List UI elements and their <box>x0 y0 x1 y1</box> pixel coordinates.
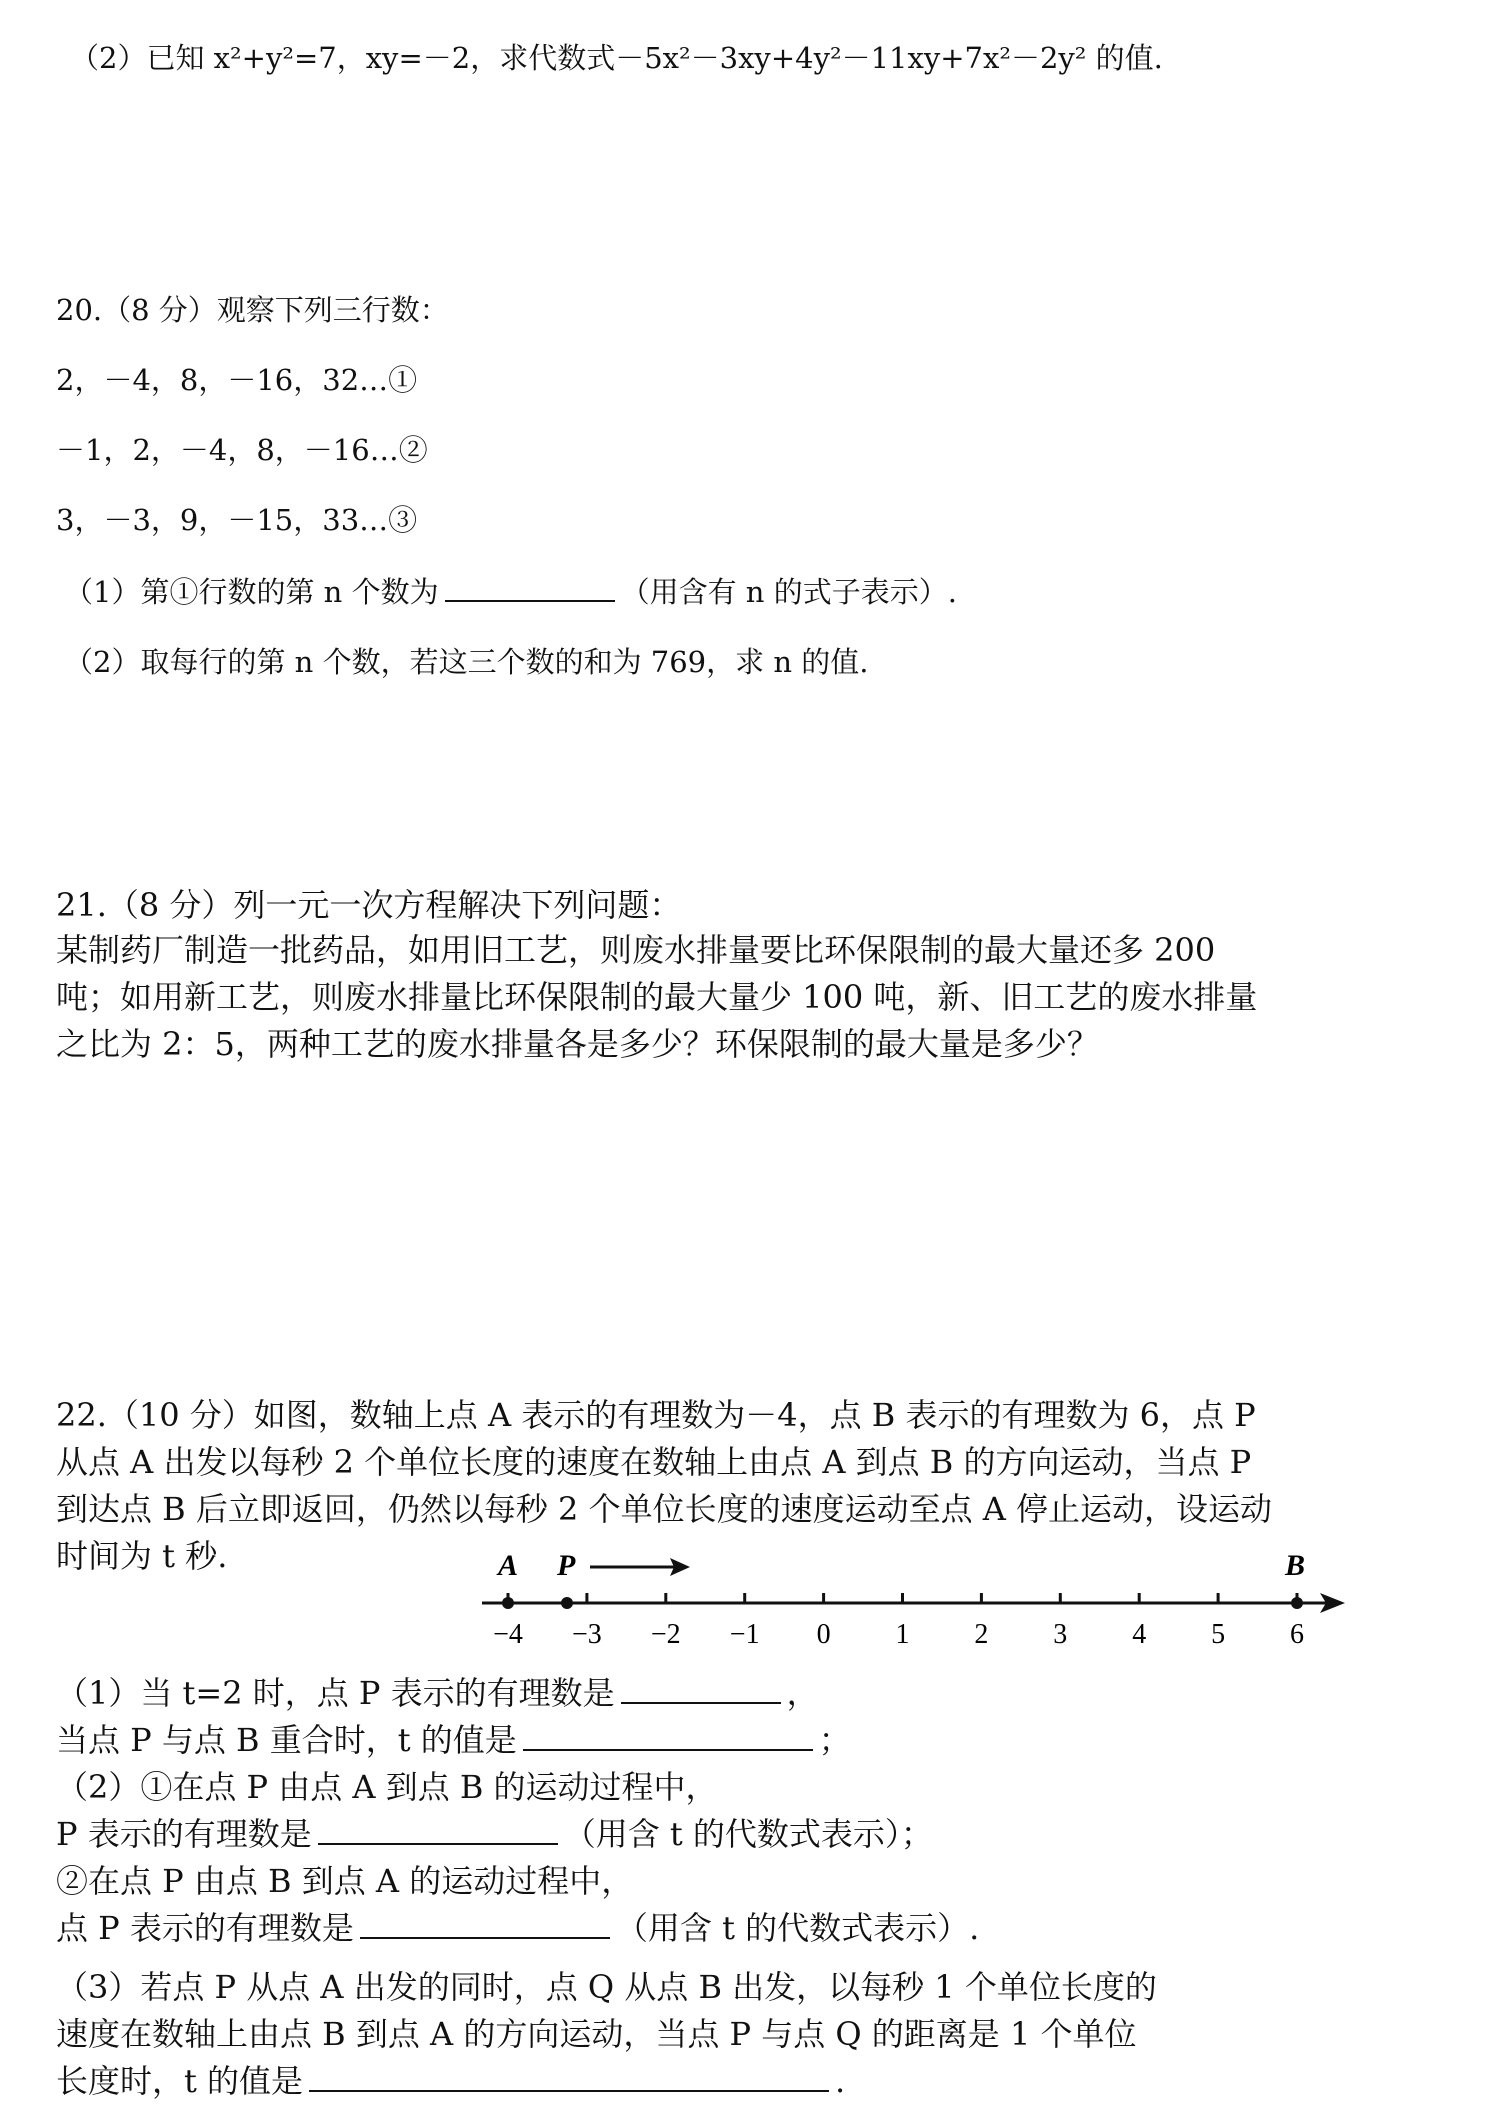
tick-label: −2 <box>650 1619 681 1650</box>
q22-line3: 到达点 B 后立即返回，仍然以每秒 2 个单位长度的速度运动至点 A 停止运动，设运动 <box>56 1490 1273 1528</box>
tick-label: 1 <box>895 1619 910 1650</box>
q22-p2b-prefix: P 表示的有理数是 <box>56 1815 312 1853</box>
point-b-dot <box>1291 1597 1303 1609</box>
q22-p1b <box>56 1715 851 1761</box>
q22-p3b: 速度在数轴上由点 B 到点 A 的方向运动，当点 P 与点 Q 的距离是 1 个单位 <box>56 2015 1137 2053</box>
q22-p1b-blank[interactable] <box>523 1749 813 1751</box>
q20-heading: 20.（8 分）观察下列三行数： <box>56 293 449 327</box>
tick-label: −3 <box>572 1619 602 1650</box>
tick-label: −4 <box>493 1619 523 1650</box>
tick-label: 2 <box>974 1619 989 1650</box>
q22-p2d-suffix: （用含 t 的代数式表示）. <box>615 1909 980 1947</box>
q21-line2: 吨；如用新工艺，则废水排量比环保限制的最大量少 100 吨，新、旧工艺的废水排量 <box>56 978 1258 1016</box>
label-a: A <box>498 1549 519 1582</box>
q20-row1: 2，－4，8，－16，32…① <box>56 363 418 397</box>
q22-p1a-prefix: （1）当 t=2 时，点 P 表示的有理数是 <box>56 1674 615 1712</box>
tick-label: −1 <box>729 1619 760 1650</box>
q22-p2d-blank[interactable] <box>360 1937 610 1939</box>
q22-line2: 从点 A 出发以每秒 2 个单位长度的速度在数轴上由点 A 到点 B 的方向运动，当点 P <box>56 1443 1252 1481</box>
q22-p1a <box>56 1668 819 1714</box>
point-p-dot <box>561 1597 573 1609</box>
q22-line4: 时间为 t 秒. <box>56 1537 228 1575</box>
q22-p3c-prefix: 长度时，t 的值是 <box>56 2062 304 2100</box>
q20-part1-blank[interactable] <box>445 600 615 602</box>
q22-p1a-suffix: ， <box>786 1674 819 1712</box>
q20-row3: 3，－3，9，－15，33…③ <box>56 503 418 537</box>
number-line-figure <box>470 1545 1350 1665</box>
q20-part1-suffix: （用含有 n 的式子表示）. <box>620 575 957 609</box>
q22-p1b-prefix: 当点 P 与点 B 重合时，t 的值是 <box>56 1721 517 1759</box>
q22-p1b-suffix: ； <box>818 1721 851 1759</box>
label-b: B <box>1285 1549 1306 1582</box>
q20-row2: －1，2，－4，8，－16…② <box>56 433 428 467</box>
tick-label: 0 <box>816 1619 831 1650</box>
tick-label: 5 <box>1211 1619 1226 1650</box>
q22-p3c <box>56 2056 845 2102</box>
q22-p3a: （3）若点 P 从点 A 出发的同时，点 Q 从点 B 出发，以每秒 1 个单位长度的 <box>56 1968 1157 2006</box>
q21-line1: 某制药厂制造一批药品，如用旧工艺，则废水排量要比环保限制的最大量还多 200 <box>56 931 1216 969</box>
tick-label: 6 <box>1290 1619 1304 1650</box>
tick-label: 3 <box>1053 1619 1068 1650</box>
tick-label: 4 <box>1132 1619 1147 1650</box>
q22-p2d <box>56 1903 979 1949</box>
label-p: P <box>557 1549 576 1582</box>
q20-part1 <box>64 570 957 611</box>
q21-line3: 之比为 2：5，两种工艺的废水排量各是多少？环保限制的最大量是多少？ <box>56 1025 1099 1063</box>
q22-p2d-prefix: 点 P 表示的有理数是 <box>56 1909 354 1947</box>
q20-part2: （2）取每行的第 n 个数，若这三个数的和为 769，求 n 的值. <box>64 645 869 679</box>
point-a-dot <box>502 1597 514 1609</box>
q22-p3c-blank[interactable] <box>309 2090 829 2092</box>
tick-labels <box>493 1619 1304 1650</box>
q22-p2b-blank[interactable] <box>318 1843 558 1845</box>
q22-p2b <box>56 1809 933 1855</box>
q22-p1a-blank[interactable] <box>621 1702 781 1704</box>
q22-p2b-suffix: （用含 t 的代数式表示）； <box>563 1815 933 1853</box>
q22-line1: 22.（10 分）如图，数轴上点 A 表示的有理数为－4，点 B 表示的有理数为 6，点 P <box>56 1396 1256 1434</box>
q21-heading: 21.（8 分）列一元一次方程解决下列问题： <box>56 886 682 924</box>
q22-p3c-suffix: . <box>835 2062 846 2100</box>
q22-p2c: ②在点 P 由点 B 到点 A 的运动过程中， <box>56 1862 634 1900</box>
q19-part2: （2）已知 x²+y²=7，xy=－2，求代数式－5x²－3xy+4y²－11xy+7x²－2y² 的值. <box>70 41 1163 75</box>
q20-part1-prefix: （1）第①行数的第 n 个数为 <box>64 575 439 609</box>
q22-p2a: （2）①在点 P 由点 A 到点 B 的运动过程中， <box>56 1768 718 1806</box>
